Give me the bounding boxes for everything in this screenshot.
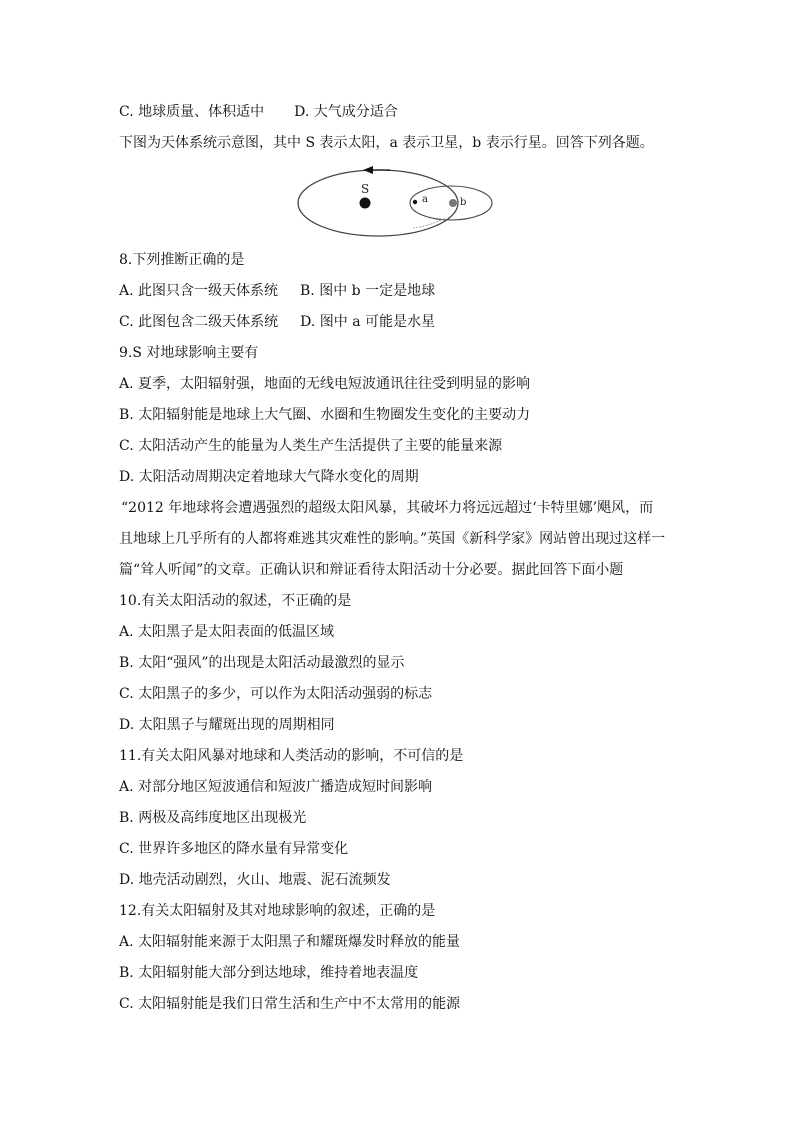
q8-option-d: D. 图中 a 可能是水星 [300, 314, 435, 330]
q9-option-a: A. 夏季，太阳辐射强，地面的无线电短波通讯往往受到明显的影响 [119, 376, 531, 392]
q10-option-d: D. 太阳黑子与耀斑出现的周期相同 [119, 717, 335, 733]
celestial-system-diagram [295, 160, 497, 240]
q8-stem: 8.下列推断正确的是 [119, 252, 245, 268]
sun-body [360, 198, 371, 209]
q11-option-b: B. 两极及高纬度地区出现极光 [119, 810, 307, 826]
passage-line-1: “2012 年地球将会遭遇强烈的超级太阳风暴，其破坏力将远远超过‘卡特里娜’飓风，而 [121, 500, 654, 516]
q9-option-b: B. 太阳辐射能是地球上大气圈、水圈和生物圈发生变化的主要动力 [119, 407, 531, 423]
q11-option-d: D. 地壳活动剧烈，火山、地震、泥石流频发 [119, 872, 391, 888]
q9-option-d: D. 太阳活动周期决定着地球大气降水变化的周期 [119, 469, 419, 485]
q8-options-row-2 [119, 312, 435, 332]
satellite-a [413, 200, 417, 204]
q9-stem: 9.S 对地球影响主要有 [119, 345, 259, 361]
q7-options-row [119, 102, 398, 122]
q8-option-c: C. 此图包含二级天体系统 [119, 314, 279, 330]
q8-options-row-1 [119, 281, 435, 301]
q12-option-a: A. 太阳辐射能来源于太阳黑子和耀斑爆发时释放的能量 [119, 934, 461, 950]
q8-option-b: B. 图中 b 一定是地球 [300, 283, 436, 299]
q10-option-c: C. 太阳黑子的多少，可以作为太阳活动强弱的标志 [119, 686, 433, 702]
q12-option-c: C. 太阳辐射能是我们日常生活和生产中不太常用的能源 [119, 996, 461, 1012]
label-s: S [361, 182, 370, 196]
q9-option-c: C. 太阳活动产生的能量为人类生产生活提供了主要的能量来源 [119, 438, 503, 454]
q11-option-c: C. 世界许多地区的降水量有异常变化 [119, 841, 349, 857]
q11-option-a: A. 对部分地区短波通信和短波广播造成短时间影响 [119, 779, 433, 795]
planet-b [449, 199, 457, 207]
passage-line-2: 且地球上几乎所有的人都将难逃其灾难性的影响。”英国《新科学家》网站曾出现过这样一 [119, 531, 666, 547]
label-a: a [422, 194, 428, 205]
planet-orbit [298, 170, 458, 236]
q10-stem: 10.有关太阳活动的叙述，不正确的是 [119, 593, 352, 609]
q10-option-a: A. 太阳黑子是太阳表面的低温区域 [119, 624, 335, 640]
q7-option-c: C. 地球质量、体积适中 [119, 104, 265, 120]
diagram-intro: 下图为天体系统示意图，其中 S 表示太阳，a 表示卫星，b 表示行星。回答下列各题。 [119, 135, 654, 151]
orbit-direction-arrow-icon [363, 166, 373, 174]
q10-option-b: B. 太阳“强风”的出现是太阳活动最激烈的显示 [119, 655, 405, 671]
q12-option-b: B. 太阳辐射能大部分到达地球，维持着地表温度 [119, 965, 419, 981]
label-b: b [460, 197, 467, 208]
q12-stem: 12.有关太阳辐射及其对地球影响的叙述，正确的是 [119, 903, 436, 919]
q8-option-a: A. 此图只含一级天体系统 [119, 283, 279, 299]
q7-option-d: D. 大气成分适合 [294, 104, 398, 120]
q11-stem: 11.有关太阳风暴对地球和人类活动的影响，不可信的是 [119, 748, 464, 764]
passage-line-3: 篇“耸人听闻”的文章。正确认识和辩证看待太阳活动十分必要。据此回答下面小题 [119, 562, 624, 578]
